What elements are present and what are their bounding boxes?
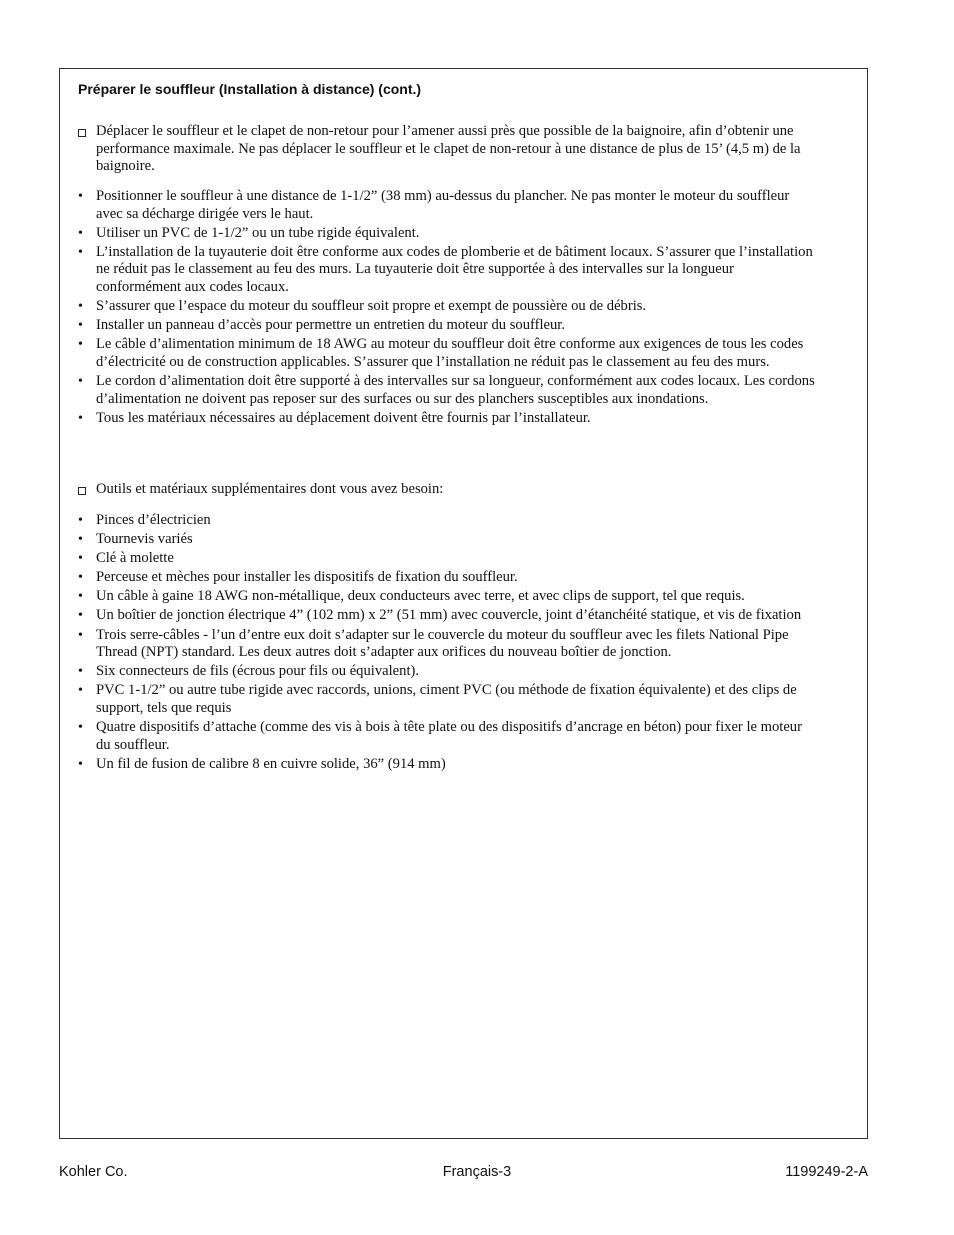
checkbox-list-tools <box>78 481 818 500</box>
bullet-icon: • <box>78 410 83 426</box>
footer-page-number: Français-3 <box>442 1164 512 1180</box>
list-item: • Le câble d’alimentation minimum de 18 AWG au moteur du souffleur doit être conforme aux exigences de tous les codes d’électricité ou de construction applicables. S’assurer que l’installation ne réduit pas le classement au feu des murs. <box>78 336 804 370</box>
checkbox-square-icon <box>78 481 90 501</box>
list-item: • Clé à molette <box>78 550 174 567</box>
bullet-icon: • <box>78 225 83 241</box>
bullet-icon: • <box>78 720 83 736</box>
checkbox-square-icon <box>78 123 90 143</box>
list-item: • Six connecteurs de fils (écrous pour fils ou équivalent). <box>78 663 420 680</box>
bullet-icon: • <box>78 532 83 548</box>
section-heading: Préparer le souffleur (Installation à distance) (cont.) <box>78 81 422 97</box>
list-item: • Trois serre-câbles - l’un d’entre eux doit s’adapter sur le couvercle du moteur du souffleur avec les filets National Pipe Thread (NPT) standard. Les deux autres doit s’adapter aux orifices du nouveau boîtier de jonction. <box>78 626 789 661</box>
bullet-icon: • <box>78 589 83 605</box>
list-item: • Installer un panneau d’accès pour permettre un entretien du moteur du souffleur. <box>78 317 565 334</box>
bullet-icon: • <box>78 570 83 586</box>
bullet-icon: • <box>78 756 83 772</box>
list-item: • Un boîtier de jonction électrique 4” (102 mm) x 2” (51 mm) avec couvercle, joint d’étanchéité statique, et vis de fixation <box>78 607 802 624</box>
footer-company: Kohler Co. <box>59 1164 128 1180</box>
bullet-icon: • <box>78 244 83 260</box>
bullet-icon: • <box>78 299 83 315</box>
list-item: • Tournevis variés <box>78 531 193 548</box>
footer-doc-number: 1199249-2-A <box>785 1164 868 1180</box>
checkbox-list-relocation <box>78 123 818 177</box>
bullet-icon: • <box>78 373 83 389</box>
bullet-icon: • <box>78 683 83 699</box>
list-item: • Pinces d’électricien <box>78 512 211 528</box>
checkbox-item: Déplacer le souffleur et le clapet de non-retour pour l’amener aussi près que possible de la baignoire, afin d’obtenir une performance maximale. Ne pas déplacer le souffleur et le clapet de non-retour à une distance de plus de 15’ (4,5 m) de la baignoire. <box>78 123 818 176</box>
list-item: • Positionner le souffleur à une distance de 1-1/2” (38 mm) au-dessus du plancher. Ne pas monter le moteur du souffleur avec sa décharge dirigée vers le haut. <box>78 188 790 222</box>
list-item: • Le cordon d’alimentation doit être supporté à des intervalles sur sa longueur, conformément aux codes locaux. Les cordons d’alimentation ne doivent pas reposer sur des surfaces ou sur des planchers susceptibles aux inondations. <box>78 372 815 407</box>
bullet-icon: • <box>78 551 83 567</box>
bullet-icon: • <box>78 513 83 528</box>
list-item: • Un câble à gaine 18 AWG non-métallique, deux conducteurs avec terre, et avec clips de support, tel que requis. <box>78 588 745 605</box>
bullet-icon: • <box>78 627 83 643</box>
bullet-list-materials <box>78 512 818 775</box>
list-item: • PVC 1-1/2” ou autre tube rigide avec raccords, unions, ciment PVC (ou méthode de fixation équivalente) et des clips de support, tels que requis <box>78 682 797 716</box>
list-item: • L’installation de la tuyauterie doit être conforme aux codes de plomberie et de bâtiment locaux. S’assurer que l’installation ne réduit pas le classement au feu des murs. La tuyauterie doit être supportée à des intervalles sur la longueur conformément aux codes locaux. <box>78 243 813 295</box>
bullet-list-requirements <box>78 188 818 429</box>
list-item: • Tous les matériaux nécessaires au déplacement doivent être fournis par l’installateur. <box>78 409 591 426</box>
list-item: • Quatre dispositifs d’attache (comme des vis à bois à tête plate ou des dispositifs d’ancrage en béton) pour fixer le moteur du souffleur. <box>78 719 802 753</box>
checkbox-item: Outils et matériaux supplémentaires dont vous avez besoin: <box>78 481 818 499</box>
bullet-icon: • <box>78 318 83 334</box>
list-item: • Un fil de fusion de calibre 8 en cuivre solide, 36” (914 mm) <box>78 755 446 772</box>
list-item: • Utiliser un PVC de 1-1/2” ou un tube rigide équivalent. <box>78 224 420 241</box>
list-item: • S’assurer que l’espace du moteur du souffleur soit propre et exempt de poussière ou de débris. <box>78 298 647 315</box>
bullet-icon: • <box>78 189 83 204</box>
bullet-icon: • <box>78 337 83 353</box>
bullet-icon: • <box>78 664 83 680</box>
bullet-icon: • <box>78 608 83 624</box>
list-item: • Perceuse et mèches pour installer les dispositifs de fixation du souffleur. <box>78 569 518 586</box>
